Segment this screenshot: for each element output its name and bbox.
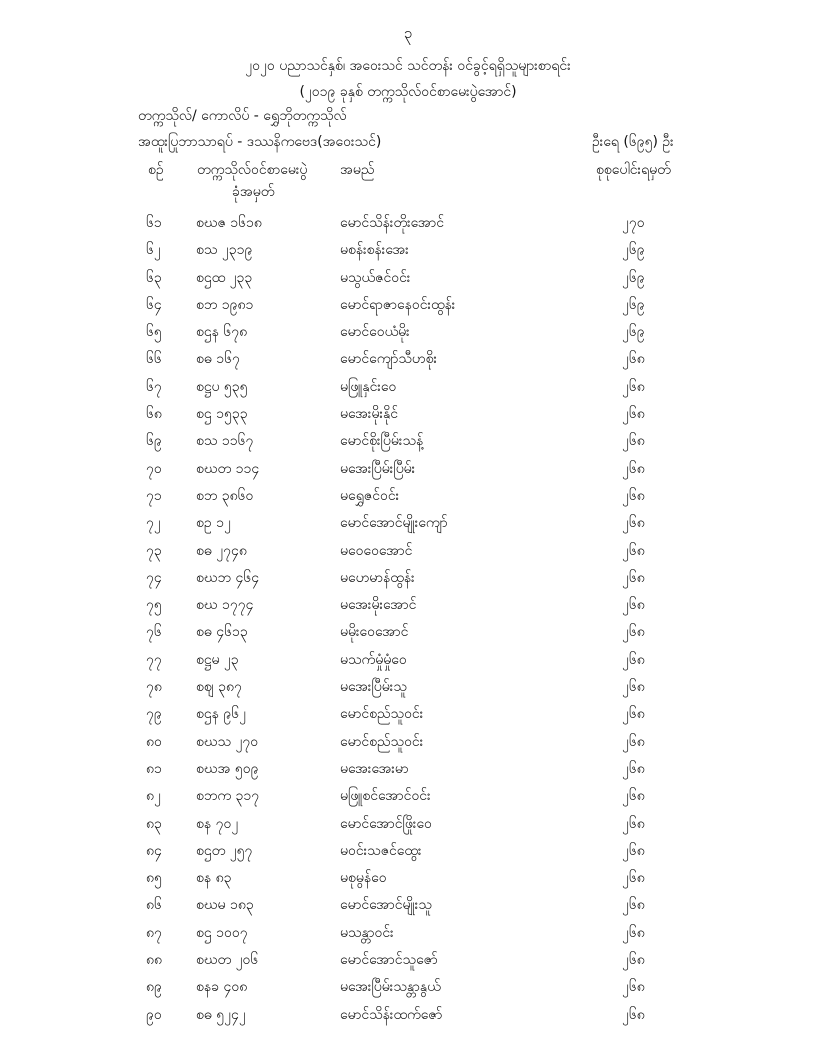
row-number: ၆၅	[146, 324, 162, 341]
student-name: မောင်ရာဇာနေဝင်းထွန်း	[340, 296, 456, 313]
student-name: မစုမွန်ဝေ	[340, 870, 387, 887]
row-number: ၆၉	[146, 433, 162, 450]
roll-number: စဘ ၃၈၆၀	[196, 487, 254, 504]
total-mark: ၂၆၈	[622, 924, 645, 941]
table-row	[0, 565, 816, 592]
total-mark: ၂၆၈	[622, 460, 645, 477]
roll-number: စန ၇၀၂	[196, 815, 239, 832]
table-row	[0, 838, 816, 865]
row-number: ၈၈	[146, 952, 162, 969]
student-name: မဖြူနှင်းဝေ	[340, 378, 397, 395]
column-header-mark: စုစုပေါင်းရမှတ်	[596, 162, 671, 178]
student-name: မောင်အောင်မျိုးသူ	[340, 897, 432, 914]
table-row	[0, 592, 816, 619]
student-name: မောင်ကျော်သီဟစိုး	[340, 351, 438, 368]
total-mark: ၂၆၈	[622, 515, 645, 532]
row-number: ၆၂	[146, 242, 161, 259]
row-number: ၆၁	[146, 215, 162, 231]
student-name: မဝေဝေအောင်	[340, 542, 413, 559]
total-mark: ၂၆၈	[622, 624, 645, 641]
student-name: မအေးမိုးအောင်	[340, 597, 417, 614]
table-row	[0, 510, 816, 537]
roll-number: စဓ ၄၆၁၃	[196, 624, 248, 641]
total-mark: ၂၆၈	[622, 487, 645, 504]
row-number: ၈၄	[146, 842, 162, 859]
table-row	[0, 210, 816, 237]
student-list	[0, 210, 816, 1029]
department-label: တက္ကသိုလ်/ ကောလိပ် - ရွှေဘိုတက္ကသိုလ်	[138, 108, 347, 124]
row-number: ၈၂	[146, 788, 161, 805]
total-mark: ၂၆၈	[622, 433, 645, 450]
roll-number: စဃတ ၁၁၄	[196, 460, 260, 477]
student-name: မောင်စိုးပြီမ်းသန့်	[340, 433, 424, 450]
student-name: မောင်သိန်းထက်ဇော်	[340, 1006, 443, 1023]
total-mark: ၂၆၈	[622, 542, 645, 559]
row-number: ၇၁	[146, 487, 162, 504]
table-row	[0, 619, 816, 646]
table-row	[0, 947, 816, 974]
student-name: မောင်အောင်မျိုးကျော်	[340, 515, 448, 532]
roll-number: စသ ၂၃၁၉	[196, 242, 253, 259]
student-name: မအေးမိုးနိုင်	[340, 406, 399, 423]
roll-number: စဌန ၉၆၂	[196, 706, 246, 723]
document-title: ၂၀၂၀ ပညာသင်နှစ်၊ အဝေးသင် သင်တန်း ဝင်ခွင့်ရရှိသူများစာရင်း	[245, 58, 571, 74]
roll-number: စဋ္ဌမ ၂၃	[196, 651, 239, 668]
column-header-no: စဉ်	[148, 162, 164, 178]
row-number: ၈၆	[146, 897, 162, 914]
roll-number: စဥ ၁၂	[196, 515, 231, 532]
student-name: မောင်စည်သူဝင်း	[340, 706, 424, 723]
total-mark: ၂၆၈	[622, 1006, 645, 1023]
total-mark: ၂၆၈	[622, 378, 645, 395]
total-mark: ၂၆၈	[622, 733, 645, 750]
total-mark: ၂၆၈	[622, 815, 645, 832]
roll-number: စဃဘ ၄၆၄	[196, 569, 260, 586]
row-number: ၈၇	[146, 924, 162, 941]
table-row	[0, 428, 816, 455]
table-row	[0, 892, 816, 919]
page-number: ၃	[403, 24, 413, 42]
document-subtitle: (၂၀၁၉ ခုနှစ် တက္ကသိုလ်ဝင်စာမေးပွဲအောင်)	[299, 84, 517, 100]
total-mark: ၂၆၈	[622, 597, 645, 614]
row-number: ၇၃	[146, 542, 162, 559]
total-mark: ၂၆၉	[622, 324, 645, 341]
specialization-label: အထူးပြုဘာသာရပ် - ဒဿနိကဗေဒ(အဝေးသင်)	[138, 134, 382, 150]
total-mark: ၂၆၈	[622, 897, 645, 914]
row-number: ၈၁	[146, 760, 162, 777]
student-name: မဟေမာန်ထွန်း	[340, 569, 415, 586]
row-number: ၈၉	[146, 979, 162, 996]
column-header-roll: တက္ကသိုလ်ဝင်စာမေးပွဲ	[197, 162, 308, 178]
student-name: မစန်းစန်းအေး	[340, 242, 409, 259]
roll-number: စဃသ ၂၇၀	[196, 733, 259, 750]
roll-number: စဃအ ၅၀၉	[196, 760, 259, 777]
total-count-label: ဦးရေ (၆၉၅) ဦး	[592, 134, 674, 150]
student-name: မရွှေဇင်ဝင်း	[340, 487, 400, 504]
row-number: ၈၀	[146, 733, 162, 750]
roll-number: စဘ ၁၉၈၁	[196, 296, 254, 313]
total-mark: ၂၆၈	[622, 406, 645, 423]
total-mark: ၂၆၈	[622, 679, 645, 696]
row-number: ၆၇	[146, 378, 162, 395]
table-row	[0, 783, 816, 810]
roll-number: စဓ ၂၇၄၈	[196, 542, 247, 559]
total-mark: ၂၇၀	[622, 215, 645, 231]
roll-number: စဌ ၁၀၀၇	[196, 924, 248, 941]
column-header-name: အမည်	[340, 162, 375, 178]
roll-number: စဃတ ၂၀၆	[196, 952, 259, 969]
roll-number: စဋ္ဌပ ၅၃၅	[196, 378, 248, 395]
row-number: ၉၀	[146, 1006, 162, 1023]
row-number: ၇၀	[146, 460, 162, 477]
roll-number: စဌထ ၂၃၃	[196, 269, 253, 286]
roll-number: စဃမ ၁၈၃	[196, 897, 254, 914]
table-row	[0, 346, 816, 373]
student-name: မသန္တာဝင်း	[340, 924, 394, 941]
student-name: မောင်ဝေယံမိုး	[340, 324, 410, 341]
student-name: မဝင်းသဇင်ထွေး	[340, 842, 422, 859]
roll-number: စဘက ၃၁၇	[196, 788, 260, 805]
student-name: မအေးအေးမာ	[340, 760, 409, 777]
roll-number: စဓ ၁၆၇	[196, 351, 240, 368]
table-row	[0, 401, 816, 428]
total-mark: ၂၆၈	[622, 788, 645, 805]
row-number: ၇၅	[146, 597, 162, 614]
total-mark: ၂၆၈	[622, 706, 645, 723]
roll-number: စဃ ၁၇၇၄	[196, 597, 254, 614]
student-name: မောင်အောင်ဖြိုးဝေ	[340, 815, 432, 832]
total-mark: ၂၆၉	[622, 296, 645, 313]
student-name: မအေးပြီမ်းပြီမ်း	[340, 460, 416, 477]
table-row	[0, 1002, 816, 1029]
table-row	[0, 456, 816, 483]
table-row	[0, 920, 816, 947]
roll-number: စဃဇ ၁၆၁၈	[196, 215, 262, 231]
total-mark: ၂၆၈	[622, 651, 645, 668]
table-row	[0, 538, 816, 565]
roll-number: စဓ ၅၂၄၂	[196, 1006, 246, 1023]
student-name: မောင်အောင်သူဇော်	[340, 952, 438, 969]
roll-number: စဌန ၆၇၈	[196, 324, 248, 341]
student-name: မအေးပြီမ်းသူ	[340, 679, 407, 696]
total-mark: ၂၆၈	[622, 870, 645, 887]
total-mark: ၂၆၈	[622, 351, 645, 368]
total-mark: ၂၆၉	[622, 242, 645, 259]
row-number: ၆၄	[146, 296, 162, 313]
student-name: မသွယ်ဇင်ဝင်း	[340, 269, 411, 286]
roll-number: စနခ ၄၀၈	[196, 979, 248, 996]
row-number: ၇၆	[146, 624, 162, 641]
table-row	[0, 974, 816, 1001]
table-row	[0, 319, 816, 346]
total-mark: ၂၆၈	[622, 952, 645, 969]
table-row	[0, 374, 816, 401]
table-row	[0, 674, 816, 701]
row-number: ၈၅	[146, 870, 162, 887]
table-row	[0, 647, 816, 674]
table-row	[0, 865, 816, 892]
table-row	[0, 292, 816, 319]
student-name: မောင်သိန်းတိုးအောင်	[340, 215, 445, 231]
row-number: ၈၃	[146, 815, 162, 832]
row-number: ၆၆	[146, 351, 162, 368]
student-name: မောင်စည်သူဝင်း	[340, 733, 424, 750]
table-row	[0, 811, 816, 838]
total-mark: ၂၆၈	[622, 760, 645, 777]
total-mark: ၂၆၈	[622, 569, 645, 586]
row-number: ၇၂	[146, 515, 161, 532]
row-number: ၇၈	[146, 679, 162, 696]
row-number: ၇၄	[146, 569, 162, 586]
table-row	[0, 483, 816, 510]
total-mark: ၂၆၉	[622, 269, 645, 286]
table-row	[0, 265, 816, 292]
row-number: ၆၃	[146, 269, 162, 286]
roll-number: စဌ ၁၅၃၃	[196, 406, 248, 423]
student-name: မဖြူစင်အောင်ဝင်း	[340, 788, 431, 805]
table-row	[0, 756, 816, 783]
roll-number: စန ၈၃	[196, 870, 232, 887]
student-name: မမိုးဝေအောင်	[340, 624, 409, 641]
row-number: ၆၈	[146, 406, 162, 423]
table-row	[0, 701, 816, 728]
total-mark: ၂၆၈	[622, 979, 645, 996]
table-row	[0, 237, 816, 264]
total-mark: ၂၆၈	[622, 842, 645, 859]
student-name: မအေးပြီမ်းသန္တာနွယ်	[340, 979, 441, 996]
table-row	[0, 729, 816, 756]
roll-number: စဈ ၃၈၇	[196, 679, 242, 696]
student-name: မသက်မှုံမှုံဝေ	[340, 651, 407, 668]
column-header-roll-line2: ခုံအမှတ်	[232, 184, 275, 200]
roll-number: စသ ၁၁၆၇	[196, 433, 254, 450]
row-number: ၇၉	[146, 706, 162, 723]
row-number: ၇၇	[146, 651, 162, 668]
roll-number: စဌတ ၂၅၇	[196, 842, 253, 859]
